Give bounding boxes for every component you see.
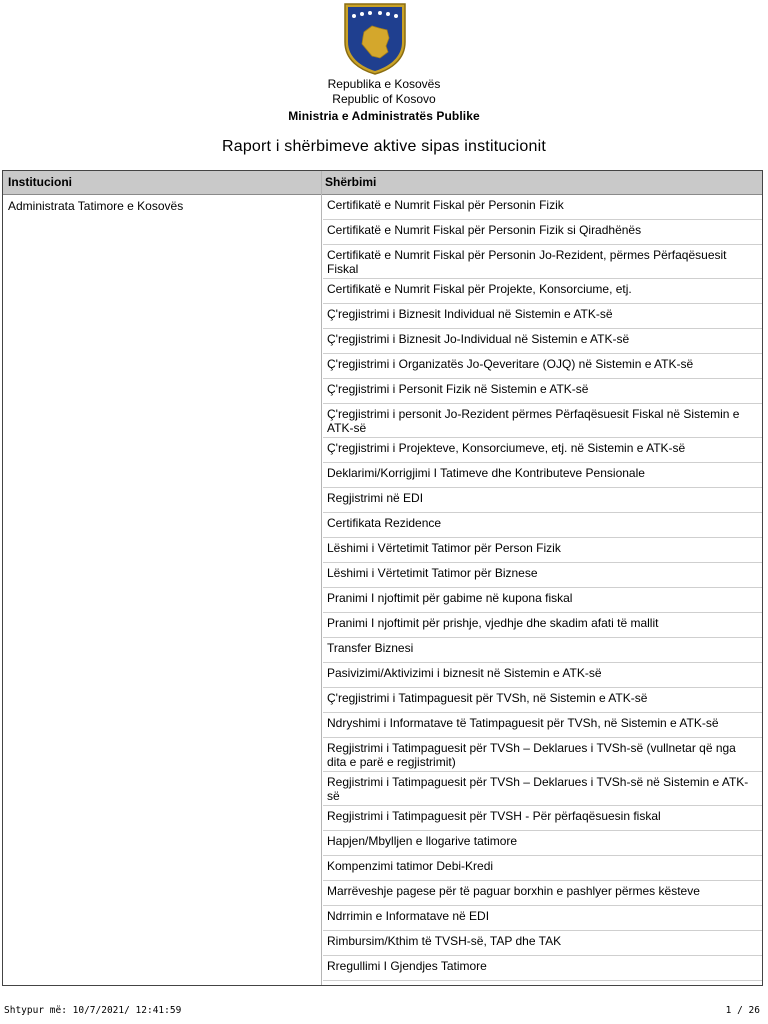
service-row: Marrëveshje pagese për të paguar borxhin e pashlyer përmes kësteve: [323, 881, 762, 906]
service-row: Ç'regjistrimi i personit Jo-Rezident përmes Përfaqësuesit Fiskal në Sistemin e ATK-së: [323, 404, 762, 438]
column-divider: [321, 171, 322, 985]
service-row: Transfer Biznesi: [323, 638, 762, 663]
kosovo-coat-of-arms-icon: [342, 2, 408, 76]
service-row: Ç'regjistrimi i Projekteve, Konsorciumeve, etj. në Sistemin e ATK-së: [323, 438, 762, 463]
service-row: Hapjen/Mbylljen e llogarive tatimore: [323, 831, 762, 856]
column-header-service: Shërbimi: [325, 175, 377, 189]
service-row: Ç'regjistrimi i Tatimpaguesit për TVSh, në Sistemin e ATK-së: [323, 688, 762, 713]
republic-name-english: Republic of Kosovo: [332, 92, 436, 106]
service-row: Regjistrimi në EDI: [323, 488, 762, 513]
service-list: [323, 195, 762, 981]
report-title: Raport i shërbimeve aktive sipas institucionit: [221, 138, 546, 155]
service-row: Ç'regjistrimi i Biznesit Jo-Individual në Sistemin e ATK-së: [323, 329, 762, 354]
service-row: Regjistrimi i Tatimpaguesit për TVSh – Deklarues i TVSh-së në Sistemin e ATK-së: [323, 772, 762, 806]
ministry-name: Ministria e Administratës Publike: [288, 109, 480, 123]
service-row: Certifikata Rezidence: [323, 513, 762, 538]
service-row: Lëshimi i Vërtetimit Tatimor për Person Fizik: [323, 538, 762, 563]
table-header: [3, 171, 762, 195]
page-number: 1 / 26: [725, 1005, 760, 1016]
print-timestamp: Shtypur më: 10/7/2021/ 12:41:59: [4, 1005, 182, 1016]
service-row: Pranimi I njoftimit për gabime në kupona fiskal: [323, 588, 762, 613]
service-row: Deklarimi/Korrigjimi I Tatimeve dhe Kontributeve Pensionale: [323, 463, 762, 488]
service-row: Regjistrimi i Tatimpaguesit për TVSH - Për përfaqësuesin fiskal: [323, 806, 762, 831]
service-row: Ç'regjistrimi i Organizatës Jo-Qeveritare (OJQ) në Sistemin e ATK-së: [323, 354, 762, 379]
service-row: Pranimi I njoftimit për prishje, vjedhje dhe skadim afati të mallit: [323, 613, 762, 638]
service-row: Lëshimi i Vërtetimit Tatimor për Biznese: [323, 563, 762, 588]
service-row: Ç'regjistrimi i Biznesit Individual në Sistemin e ATK-së: [323, 304, 762, 329]
service-row: Certifikatë e Numrit Fiskal për Personin Jo-Rezident, përmes Përfaqësuesit Fiskal: [323, 245, 762, 279]
service-row: Pasivizimi/Aktivizimi i biznesit në Sistemin e ATK-së: [323, 663, 762, 688]
services-table: [2, 170, 763, 986]
service-row: Ç'regjistrimi i Personit Fizik në Sistemin e ATK-së: [323, 379, 762, 404]
service-row: Rimbursim/Kthim të TVSH-së, TAP dhe TAK: [323, 931, 762, 956]
service-row: Ndryshimi i Informatave të Tatimpaguesit për TVSh, në Sistemin e ATK-së: [323, 713, 762, 738]
service-row: Ndrrimin e Informatave në EDI: [323, 906, 762, 931]
service-row: Regjistrimi i Tatimpaguesit për TVSh – Deklarues i TVSh-së (vullnetar që nga dita e parë e regjistrimit): [323, 738, 762, 772]
service-row: Rregullimi I Gjendjes Tatimore: [323, 956, 762, 981]
republic-name-albanian: Republika e Kosovës: [327, 77, 441, 91]
service-row: Certifikatë e Numrit Fiskal për Personin Fizik si Qiradhënës: [323, 220, 762, 245]
service-row: Certifikatë e Numrit Fiskal për Personin Fizik: [323, 195, 762, 220]
institution-cell: Administrata Tatimore e Kosovës: [8, 199, 184, 213]
column-header-institution: Institucioni: [8, 175, 72, 189]
service-row: Kompenzimi tatimor Debi-Kredi: [323, 856, 762, 881]
service-row: Certifikatë e Numrit Fiskal për Projekte, Konsorciume, etj.: [323, 279, 762, 304]
